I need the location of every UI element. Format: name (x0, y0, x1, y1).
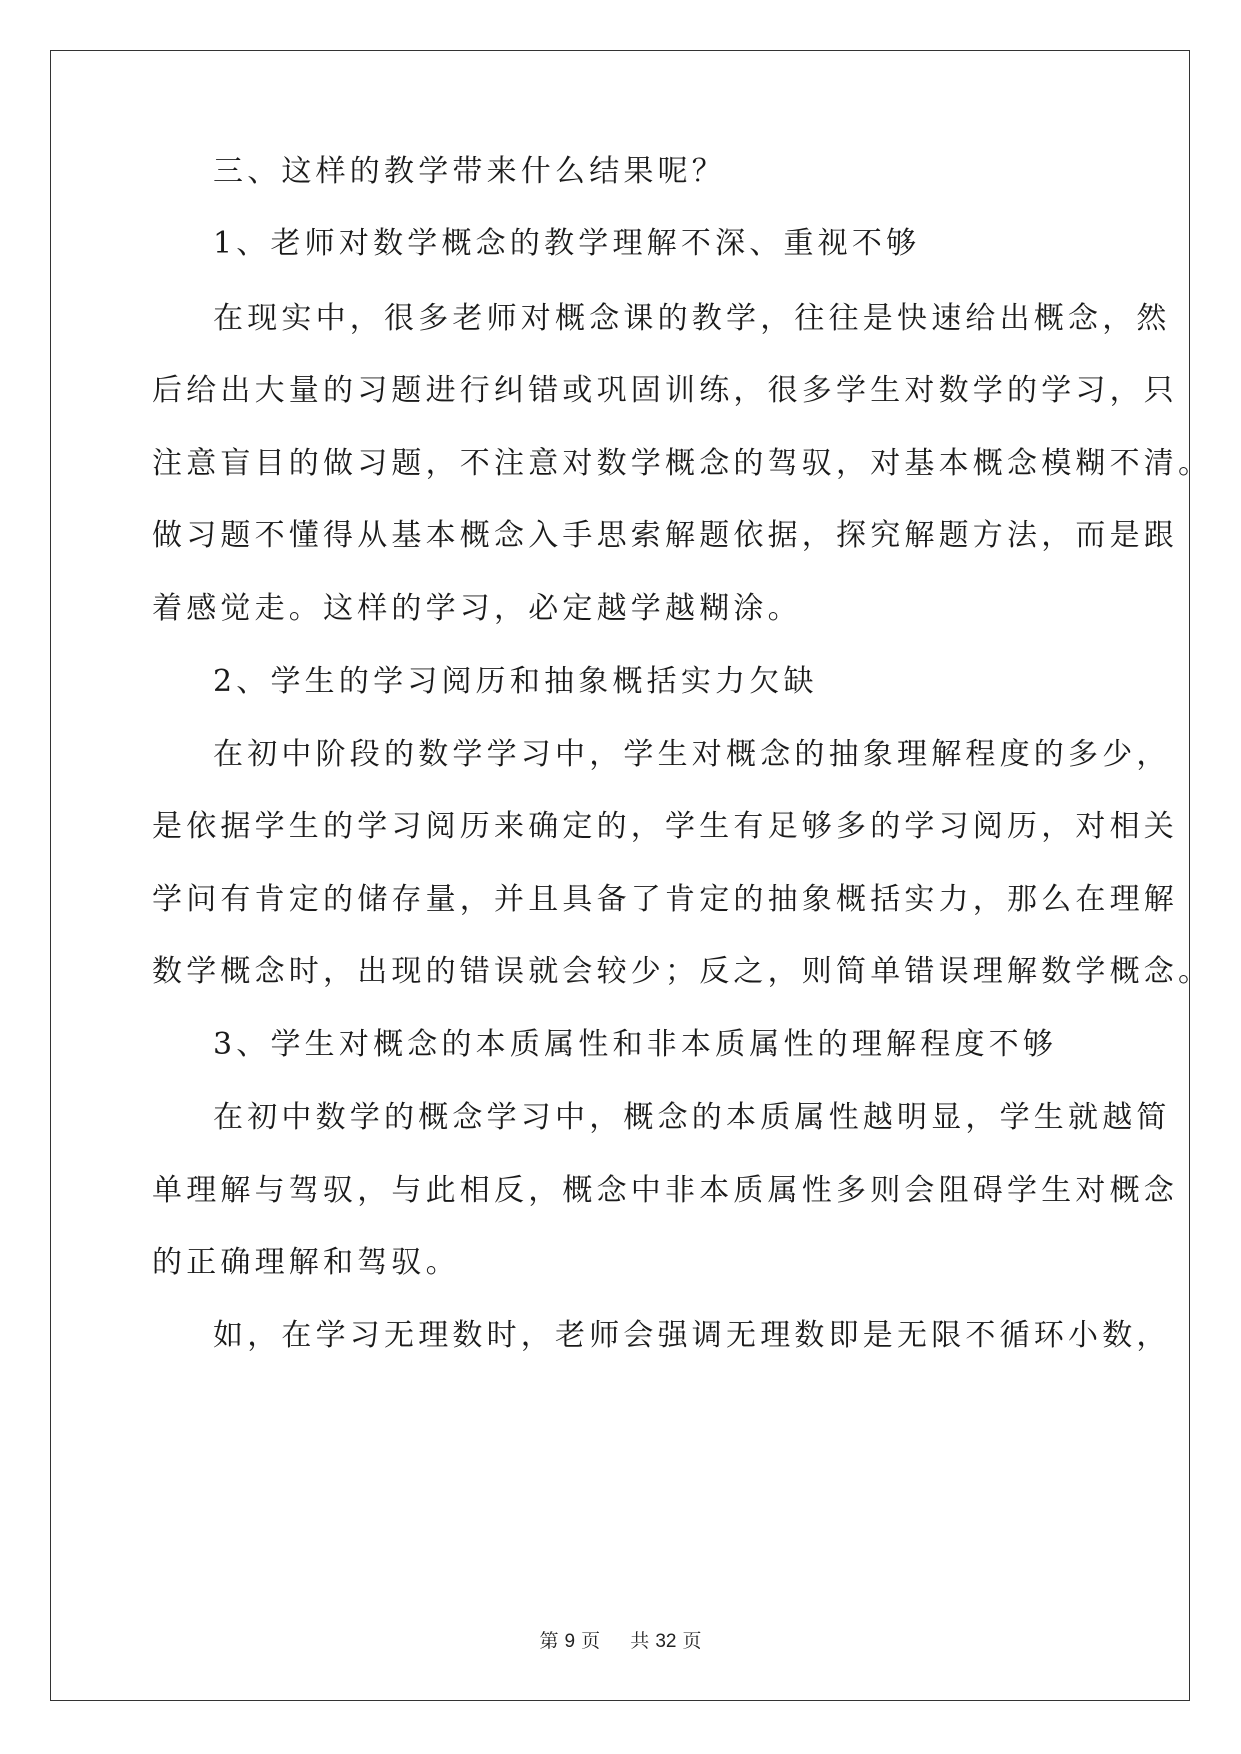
paragraph-line: 单理解与驾驭，与此相反，概念中非本质属性多则会阻碍学生对概念 (152, 1173, 1178, 1208)
paragraph-line: 着感觉走。这样的学习，必定越学越糊涂。 (152, 591, 802, 626)
paragraph-line: 学问有肯定的储存量，并且具备了肯定的抽象概括实力，那么在理解 (152, 882, 1178, 917)
paragraph-line: 在初中数学的概念学习中，概念的本质属性越明显，学生就越简 (213, 1100, 1171, 1135)
page-suffix: 页 (581, 1630, 601, 1652)
paragraph-line: 做习题不懂得从基本概念入手思索解题依据，探究解题方法，而是跟 (152, 518, 1178, 553)
total-pages: 32 (655, 1631, 677, 1652)
page-footer (0, 1632, 1241, 1651)
paragraph-line: 数学概念时，出现的错误就会较少；反之，则简单错误理解数学概念。 (152, 954, 1213, 989)
page-number: 9 (564, 1631, 576, 1652)
paragraph-line: 的正确理解和驾驭。 (152, 1245, 460, 1280)
page-border (50, 50, 1190, 1701)
paragraph-line: 如，在学习无理数时，老师会强调无理数即是无限不循环小数， (213, 1318, 1171, 1353)
paragraph-line: 注意盲目的做习题，不注意对数学概念的驾驭，对基本概念模糊不清。 (152, 446, 1213, 481)
section-heading: 三、这样的教学带来什么结果呢？ (213, 154, 726, 189)
page-prefix: 第 (539, 1630, 559, 1652)
subheading-3: 3、学生对概念的本质属性和非本质属性的理解程度不够 (213, 1027, 1058, 1062)
paragraph-line: 后给出大量的习题进行纠错或巩固训练，很多学生对数学的学习，只 (152, 373, 1178, 408)
paragraph-line: 是依据学生的学习阅历来确定的，学生有足够多的学习阅历，对相关 (152, 809, 1178, 844)
paragraph-line: 在现实中，很多老师对概念课的教学，往往是快速给出概念，然 (213, 301, 1171, 336)
subheading-2: 2、学生的学习阅历和抽象概括实力欠缺 (213, 664, 818, 699)
paragraph-line: 在初中阶段的数学学习中，学生对概念的抽象理解程度的多少， (213, 737, 1171, 772)
subheading-1: 1、老师对数学概念的教学理解不深、重视不够 (213, 226, 921, 261)
total-prefix: 共 (630, 1630, 650, 1652)
total-suffix: 页 (682, 1630, 702, 1652)
